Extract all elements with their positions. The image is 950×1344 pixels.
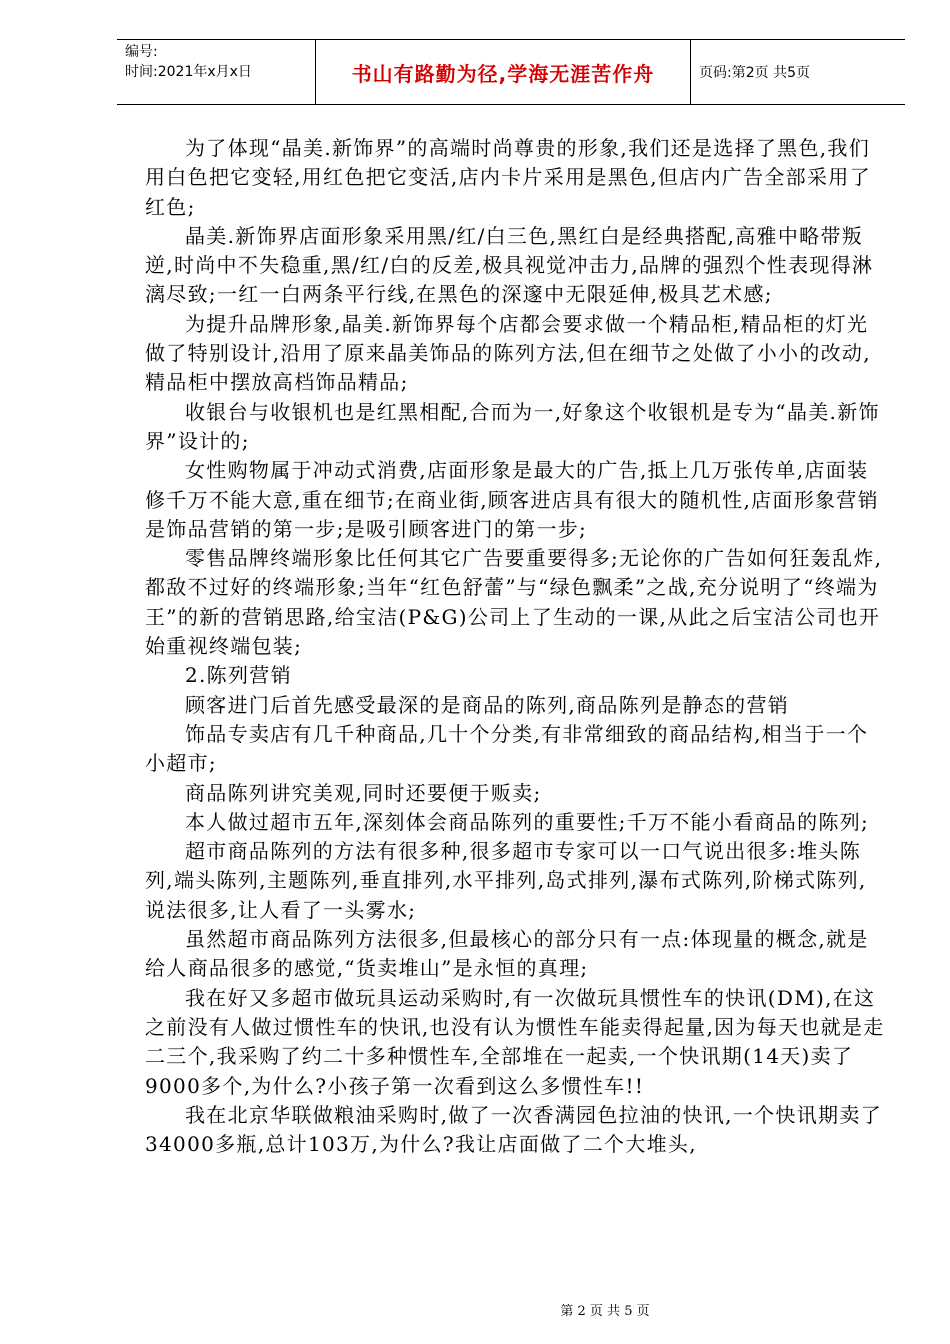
paragraph: 虽然超市商品陈列方法很多,但最核心的部分只有一点:体现量的概念,就是给人商品很多的感觉,“货卖堆山”是永恒的真理; <box>145 927 869 981</box>
paragraph: 商品陈列讲究美观,同时还要便于贩卖; <box>185 780 542 805</box>
section-heading: 2.陈列营销 <box>185 663 292 688</box>
paragraph: 顾客进门后首先感受最深的是商品的陈列,商品陈列是静态的营销 <box>185 692 790 717</box>
paragraph: 为提升品牌形象,晶美.新饰界每个店都会要求做一个精品柜,精品柜的灯光做了特别设计,沿用了原来晶美饰品的陈列方法,但在细节之处做了小小的改动,精品柜中摆放高档饰品精品; <box>145 311 871 395</box>
paragraph: 为了体现“晶美.新饰界”的高端时尚尊贵的形象,我们还是选择了黑色,我们用白色把它变轻,用红色把它变活,店内卡片采用是黑色,但店内广告全部采用了红色; <box>145 136 871 219</box>
page-header <box>117 39 905 105</box>
paragraph: 收银台与收银机也是红黑相配,合而为一,好象这个收银机是专为“晶美.新饰界”设计的; <box>145 399 880 453</box>
paragraph: 超市商品陈列的方法有很多种,很多超市专家可以一口气说出很多:堆头陈列,端头陈列,主题陈列,垂直排列,水平排列,岛式排列,瀑布式陈列,阶梯式陈列,说法很多,让人看了一头雾水; <box>145 839 867 922</box>
document-time-label: 时间:2021年x月x日 <box>125 64 252 80</box>
document-number-label: 编号: <box>125 44 158 60</box>
paragraph: 本人做过超市五年,深刻体会商品陈列的重要性;千万不能小看商品的陈列; <box>185 809 870 834</box>
paragraph: 女性购物属于冲动式消费,店面形象是最大的广告,抵上几万张传单,店面装修千万不能大意,重在细节;在商业街,顾客进店具有很大的随机性,店面形象营销是饰品营销的第一步;是吸引顾客进门的第一步; <box>145 458 879 541</box>
document-body <box>145 134 885 1159</box>
paragraph: 饰品专卖店有几千种商品,几十个分类,有非常细致的商品结构,相当于一个小超市; <box>145 721 869 776</box>
paragraph: 晶美.新饰界店面形象采用黑/红/白三色,黑红白是经典搭配,高雅中略带叛逆,时尚中不失稳重,黑/红/白的反差,极具视觉冲击力,品牌的强烈个性表现得淋漓尽致;一红一白两条平行线,在黑色的深邃中无限延伸,极具艺术感; <box>145 223 874 307</box>
header-page-info: 页码:第2页 共5页 <box>699 65 810 81</box>
page-footer: 第 2 页 共 5 页 <box>560 1304 650 1319</box>
paragraph: 我在好又多超市做玩具运动采购时,有一次做玩具惯性车的快讯(DM),在这之前没有人做过惯性车的快讯,也没有认为惯性车能卖得起量,因为每天也就是走二三个,我采购了约二十多种惯性车,全部堆在一起卖,一个快讯期(14天)卖了9000多个,为什么?小孩子第一次看到这么多惯性车!! <box>145 985 885 1098</box>
header-motto: 书山有路勤为径,学海无涯苦作舟 <box>315 40 691 104</box>
header-meta <box>117 40 315 104</box>
paragraph: 我在北京华联做粮油采购时,做了一次香满园色拉油的快讯,一个快讯期卖了34000多瓶,总计103万,为什么?我让店面做了二个大堆头, <box>145 1102 882 1157</box>
paragraph: 零售品牌终端形象比任何其它广告要重要得多;无论你的广告如何狂轰乱炸,都敌不过好的终端形象;当年“红色舒蕾”与“绿色飘柔”之战,充分说明了“终端为王”的新的营销思路,给宝洁(P&G)公司上了生动的一课,从此之后宝洁公司也开始重视终端包装; <box>145 546 883 659</box>
